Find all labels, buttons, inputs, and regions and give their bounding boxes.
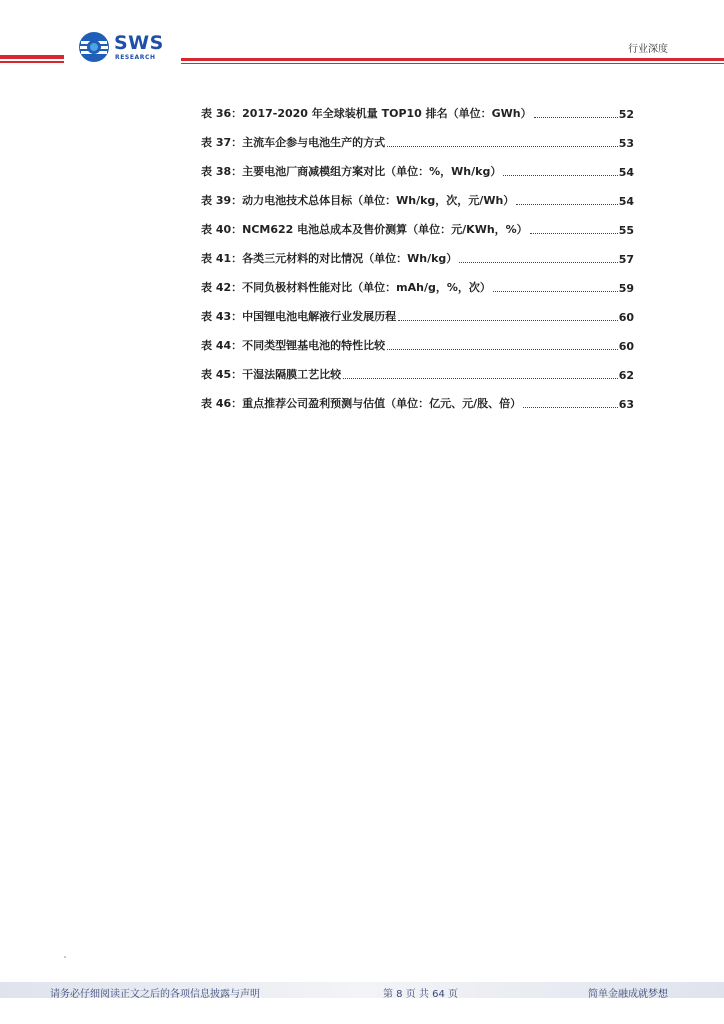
toc-entry-title: 表 44：不同类型锂基电池的特性比较 <box>201 339 386 352</box>
toc-leader-dots <box>523 407 618 408</box>
toc-leader-dots <box>530 233 618 234</box>
footer-slogan: 简单金融成就梦想 <box>588 989 668 1000</box>
header-rule-thin <box>181 63 724 64</box>
toc-entry-page: 57 <box>618 253 634 266</box>
logo-subtext: RESEARCH <box>115 54 156 61</box>
toc-entry[interactable] <box>201 92 634 121</box>
footer-disclaimer: 请务必仔细阅读正文之后的各项信息披露与声明 <box>50 989 260 1000</box>
toc-entry-page: 52 <box>618 108 634 121</box>
toc-entry-title: 表 37：主流车企参与电池生产的方式 <box>201 136 386 149</box>
footer-page-number: 第 8 页 共 64 页 <box>383 989 458 1000</box>
sws-logo-icon <box>78 31 110 63</box>
sws-logo <box>78 31 178 65</box>
logo-text: SWS <box>114 32 164 54</box>
header-rule-left-thin <box>0 61 64 63</box>
toc-leader-dots <box>534 117 618 118</box>
toc-entry-page: 63 <box>618 398 634 411</box>
toc-entry[interactable] <box>201 266 634 295</box>
toc-leader-dots <box>343 378 618 379</box>
toc-entry-title: 表 39：动力电池技术总体目标（单位：Wh/kg，次，元/Wh） <box>201 194 515 207</box>
toc-leader-dots <box>387 146 618 147</box>
toc-entry-title: 表 43：中国锂电池电解液行业发展历程 <box>201 310 397 323</box>
scan-mark <box>64 956 66 958</box>
header-rule-left <box>0 55 64 59</box>
toc-entry-page: 59 <box>618 282 634 295</box>
toc-entry-title: 表 38：主要电池厂商减模组方案对比（单位：%，Wh/kg） <box>201 165 502 178</box>
toc-entry[interactable] <box>201 324 634 353</box>
toc-leader-dots <box>459 262 617 263</box>
toc-leader-dots <box>493 291 618 292</box>
toc-entry-page: 54 <box>618 195 634 208</box>
toc-entry-title: 表 45：干湿法隔膜工艺比较 <box>201 368 342 381</box>
toc-entry-title: 表 36：2017-2020 年全球装机量 TOP10 排名（单位：GWh） <box>201 107 532 120</box>
toc-entry[interactable] <box>201 353 634 382</box>
toc-entry[interactable] <box>201 208 634 237</box>
toc-leader-dots <box>503 175 617 176</box>
report-type-label: 行业深度 <box>628 44 668 55</box>
header-rule <box>181 58 724 61</box>
toc-entry-page: 62 <box>618 369 634 382</box>
toc-entry-title: 表 40：NCM622 电池总成本及售价测算（单位：元/KWh，%） <box>201 223 528 236</box>
toc-entry[interactable] <box>201 121 634 150</box>
table-of-figures <box>201 92 634 411</box>
toc-entry-title: 表 41：各类三元材料的对比情况（单位：Wh/kg） <box>201 252 458 265</box>
toc-entry-title: 表 42：不同负极材料性能对比（单位：mAh/g，%，次） <box>201 281 491 294</box>
toc-entry[interactable] <box>201 150 634 179</box>
toc-entry[interactable] <box>201 295 634 324</box>
toc-entry-page: 54 <box>618 166 634 179</box>
toc-entry-page: 60 <box>618 340 634 353</box>
toc-leader-dots <box>387 349 618 350</box>
toc-entry[interactable] <box>201 382 634 411</box>
toc-leader-dots <box>398 320 618 321</box>
toc-entry[interactable] <box>201 237 634 266</box>
toc-entry-title: 表 46：重点推荐公司盈利预测与估值（单位：亿元、元/股、倍） <box>201 397 522 410</box>
toc-entry-page: 53 <box>618 137 634 150</box>
toc-leader-dots <box>516 204 617 205</box>
toc-entry-page: 55 <box>618 224 634 237</box>
toc-entry-page: 60 <box>618 311 634 324</box>
toc-entry[interactable] <box>201 179 634 208</box>
